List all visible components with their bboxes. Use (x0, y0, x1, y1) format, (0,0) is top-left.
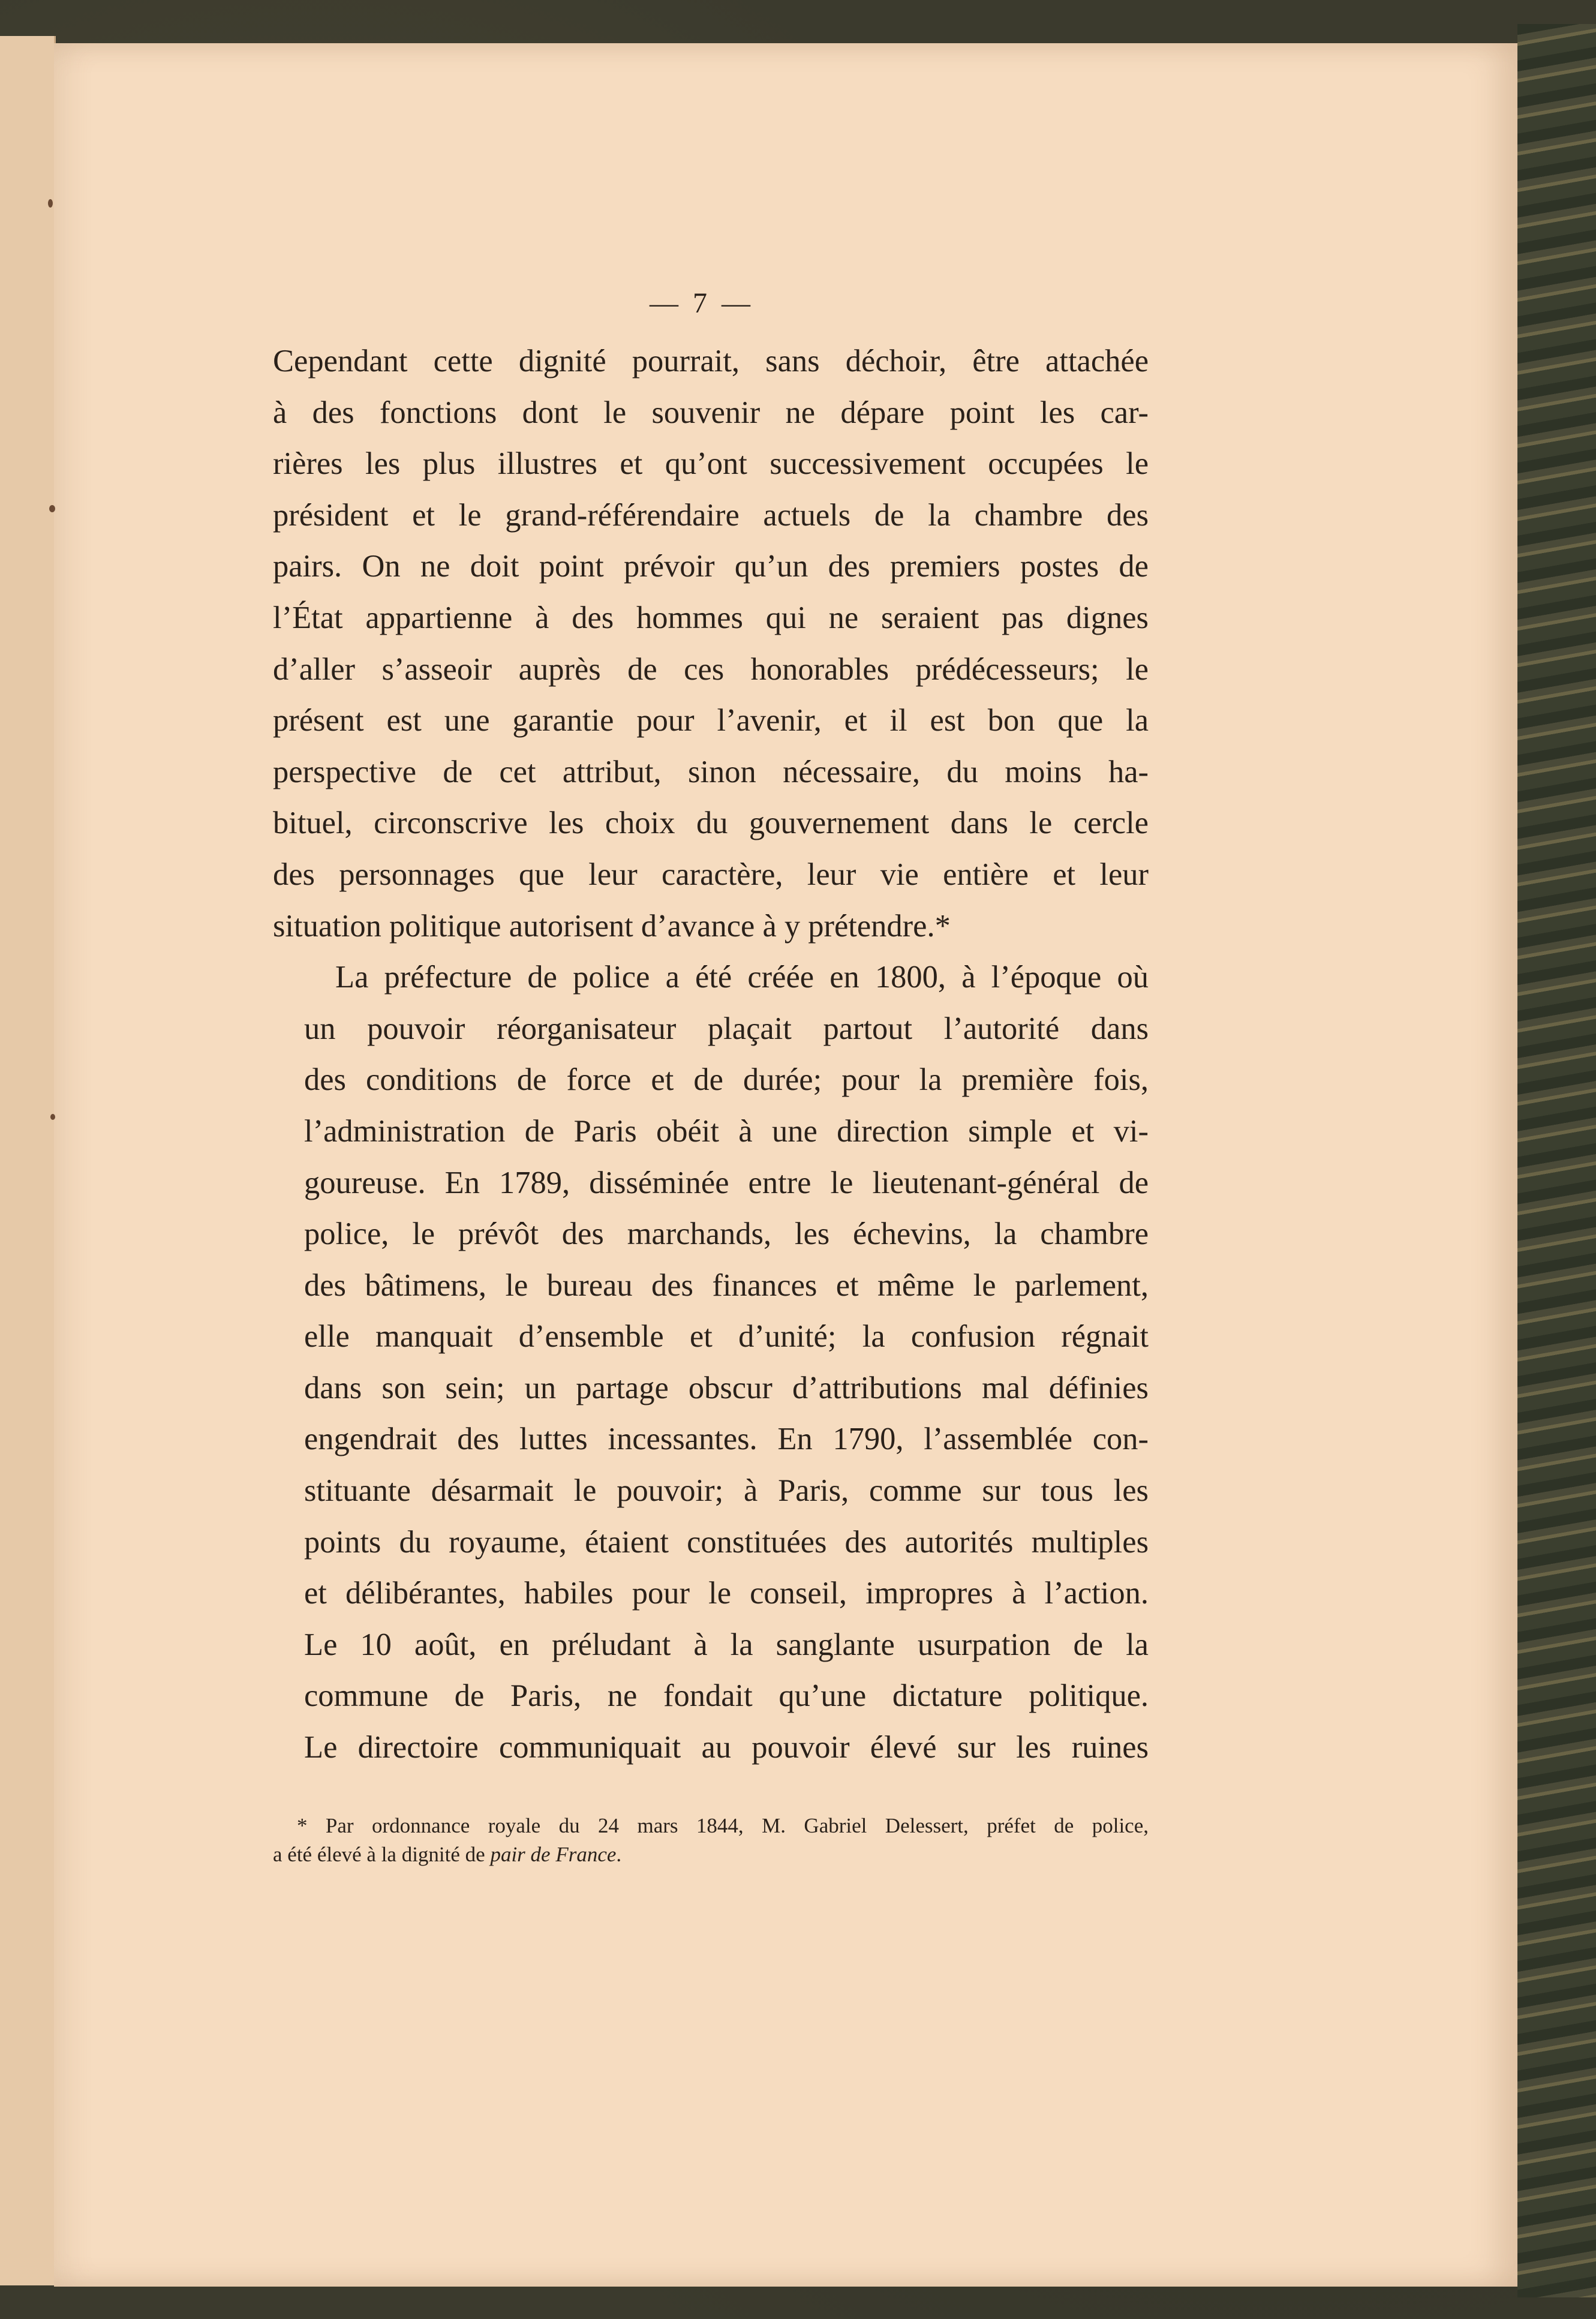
text-line: Le directoire communiquait au pouvoir élevé sur les ruines (304, 1730, 1149, 1765)
text-line: d’aller s’asseoir auprès de ces honorables prédécesseurs; le (273, 651, 1149, 687)
paragraph-2 (273, 952, 1149, 1774)
text-line: commune de Paris, ne fondait qu’une dictature politique. (304, 1678, 1149, 1714)
footnote-line (273, 1840, 1149, 1869)
footnote-line: * Par ordonnance royale du 24 mars 1844, M. Gabriel Delessert, préfet de police, (297, 1814, 1149, 1837)
text-line: elle manquait d’ensemble et d’unité; la confusion régnait (304, 1319, 1149, 1354)
text-line: présent est une garantie pour l’avenir, et il est bon que la (273, 703, 1149, 738)
text-line: des conditions de force et de durée; pour la première fois, (304, 1062, 1149, 1098)
footnote-italic-text: pair de France (490, 1843, 617, 1866)
text-line: stituante désarmait le pouvoir; à Paris, comme sur tous les (304, 1473, 1149, 1509)
text-line: à des fonctions dont le souvenir ne dépare point les car- (273, 395, 1149, 430)
text-line: bituel, circonscrive les choix du gouvernement dans le cercle (273, 806, 1149, 841)
facing-page-edge (0, 36, 56, 2285)
text-line: situation politique autorisent d’avance à y prétendre.* (273, 908, 951, 944)
text-line: points du royaume, étaient constituées des autorités multiples (304, 1524, 1149, 1560)
text-line: police, le prévôt des marchands, les échevins, la chambre (304, 1216, 1149, 1252)
footnote-text: a été élevé à la dignité de (273, 1843, 491, 1866)
text-line: goureuse. En 1789, disséminée entre le lieutenant-général de (304, 1165, 1149, 1200)
paragraph-1 (273, 336, 1149, 952)
text-line: des personnages que leur caractère, leur vie entière et leur (273, 857, 1149, 892)
text-line: perspective de cet attribut, sinon nécessaire, du moins ha- (273, 754, 1149, 789)
text-line: l’administration de Paris obéit à une direction simple et vi- (304, 1113, 1149, 1149)
text-line: Cependant cette dignité pourrait, sans déchoir, être attachée (273, 344, 1149, 379)
text-line: et délibérantes, habiles pour le conseil, impropres à l’action. (304, 1576, 1149, 1611)
text-line: Le 10 août, en préludant à la sanglante usurpation de la (304, 1627, 1149, 1662)
text-line: l’État appartienne à des hommes qui ne seraient pas dignes (273, 600, 1149, 635)
text-line: rières les plus illustres et qu’ont successivement occupées le (273, 446, 1149, 482)
footnote (273, 1812, 1149, 1869)
footnote-text: . (616, 1843, 622, 1866)
text-line: pairs. On ne doit point prévoir qu’un des premiers postes de (273, 549, 1149, 584)
text-line: un pouvoir réorganisateur plaçait partout l’autorité dans (304, 1011, 1149, 1046)
text-line: président et le grand-référendaire actuels de la chambre des (273, 497, 1149, 533)
text-line: dans son sein; un partage obscur d’attributions mal définies (304, 1370, 1149, 1405)
body-text (273, 336, 1149, 1774)
page-speck (50, 1114, 55, 1120)
text-line: engendrait des luttes incessantes. En 1790, l’assemblée con- (304, 1422, 1149, 1457)
page-number: — 7 — (650, 287, 754, 319)
text-line: des bâtimens, le bureau des finances et même le parlement, (304, 1267, 1149, 1303)
text-line: La préfecture de police a été créée en 1800, à l’époque où (335, 960, 1149, 995)
marbled-binding (1517, 24, 1596, 2297)
page-speck (49, 505, 55, 512)
page-speck (48, 199, 53, 208)
